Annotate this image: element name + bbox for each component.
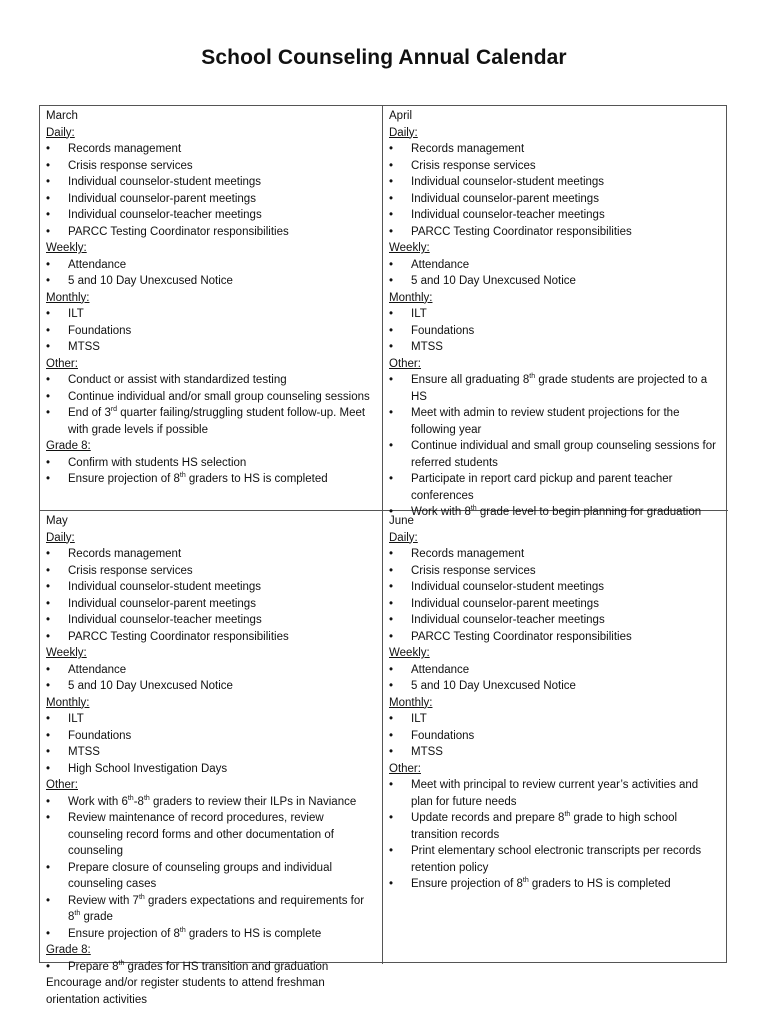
month-heading: May [46, 515, 68, 527]
task-item: • Confirm with students HS selection [46, 455, 376, 472]
section-label: Weekly: [389, 242, 430, 254]
task-item: • PARCC Testing Coordinator responsibilities [389, 629, 722, 646]
task-item: • Update records and prepare 8th grade to high school transition records [389, 810, 722, 843]
task-item: • Ensure projection of 8th graders to HS is complete [46, 926, 376, 943]
task-item: • Individual counselor-teacher meetings [389, 207, 722, 224]
task-list [389, 777, 722, 893]
task-item: • MTSS [46, 744, 376, 761]
task-item: • Review with 7th graders expectations and requirements for 8th grade [46, 893, 376, 926]
task-item: • 5 and 10 Day Unexcused Notice [389, 678, 722, 695]
task-item: • High School Investigation Days [46, 761, 376, 778]
task-item: • Crisis response services [46, 158, 376, 175]
task-item: • Individual counselor-student meetings [46, 579, 376, 596]
task-item: • Attendance [389, 662, 722, 679]
task-item: • Ensure all graduating 8th grade students are projected to a HS [389, 372, 722, 405]
month-heading: April [389, 110, 413, 122]
task-list [46, 662, 376, 695]
task-item: • Conduct or assist with standardized testing [46, 372, 376, 389]
section-label: Monthly: [46, 291, 90, 304]
section-label: Monthly: [389, 291, 433, 304]
task-item: • ILT [46, 711, 376, 728]
section-label: Daily: [46, 531, 75, 544]
page-title: School Counseling Annual Calendar [201, 46, 567, 69]
task-item: • MTSS [389, 339, 722, 356]
task-item: • Individual counselor-teacher meetings [389, 612, 722, 629]
section-label: Grade 8: [46, 944, 91, 956]
task-list [46, 794, 376, 943]
task-item: • Foundations [46, 728, 376, 745]
task-item: • Continue individual and small group counseling sessions for referred students [389, 438, 722, 471]
task-item: • Work with 6th-8th graders to review their ILPs in Naviance [46, 794, 376, 811]
task-item: • ILT [46, 306, 376, 323]
task-list [46, 141, 376, 240]
section-label: Monthly: [46, 696, 90, 709]
task-item: • 5 and 10 Day Unexcused Notice [389, 273, 722, 290]
task-item: • Crisis response services [389, 158, 722, 175]
section-label: Other: [389, 357, 421, 370]
task-item: • Meet with admin to review student projections for the following year [389, 405, 722, 438]
task-item: • Attendance [389, 257, 722, 274]
task-item: • Individual counselor-parent meetings [389, 596, 722, 613]
task-list [389, 546, 722, 645]
task-item: • Ensure projection of 8th graders to HS is completed [46, 471, 376, 488]
task-item: • Individual counselor-student meetings [46, 174, 376, 191]
task-item: • Ensure projection of 8th graders to HS is completed [389, 876, 722, 893]
task-item: • MTSS [46, 339, 376, 356]
task-item: • Review maintenance of record procedures, review counseling record forms and other documentation of counseling [46, 810, 376, 860]
task-item: • ILT [389, 306, 722, 323]
task-item: • Records management [389, 546, 722, 563]
task-list [46, 455, 376, 488]
task-list [389, 306, 722, 356]
task-item: • Individual counselor-parent meetings [46, 191, 376, 208]
task-item: • Crisis response services [46, 563, 376, 580]
task-list [46, 546, 376, 645]
task-list [389, 257, 722, 290]
task-item: • Individual counselor-student meetings [389, 174, 722, 191]
task-item: • Meet with principal to review current year’s activities and plan for future needs [389, 777, 722, 810]
section-label: Weekly: [46, 647, 87, 659]
task-item: • Individual counselor-parent meetings [389, 191, 722, 208]
section-label: Other: [389, 762, 421, 775]
task-item: • 5 and 10 Day Unexcused Notice [46, 273, 376, 290]
task-item: • Foundations [389, 323, 722, 340]
section-label: Grade 8: [46, 440, 91, 452]
section-label: Monthly: [389, 696, 433, 709]
task-item: • Individual counselor-teacher meetings [46, 612, 376, 629]
month-heading: March [46, 110, 78, 122]
task-list [46, 372, 376, 438]
task-item: • Attendance [46, 257, 376, 274]
task-item: • Continue individual and/or small group counseling sessions [46, 389, 376, 406]
task-item: • Print elementary school electronic transcripts per records retention policy [389, 843, 722, 876]
task-item: • Attendance [46, 662, 376, 679]
task-list [46, 257, 376, 290]
section-label: Other: [46, 779, 78, 791]
section-label: Other: [46, 357, 78, 370]
section-label: Daily: [389, 531, 418, 544]
task-item: • ILT [389, 711, 722, 728]
task-item: • Records management [46, 546, 376, 563]
task-item: • End of 3rd quarter failing/struggling student follow-up. Meet with grade levels if possible [46, 405, 376, 438]
section-label: Weekly: [389, 647, 430, 659]
task-item: • Crisis response services [389, 563, 722, 580]
task-item: • Records management [46, 141, 376, 158]
month-cell-may [40, 511, 383, 1006]
task-list [46, 711, 376, 777]
section-label: Weekly: [46, 242, 87, 254]
task-item: • MTSS [389, 744, 722, 761]
section-label: Daily: [46, 126, 75, 139]
closing-note: Encourage and/or register students to attend freshman orientation activities [46, 977, 325, 1006]
task-item: • Records management [389, 141, 722, 158]
task-item: • Individual counselor-parent meetings [46, 596, 376, 613]
task-item: • Foundations [46, 323, 376, 340]
task-item: • PARCC Testing Coordinator responsibilities [389, 224, 722, 241]
task-item: • Foundations [389, 728, 722, 745]
task-list [389, 141, 722, 240]
task-item: • Prepare 8th grades for HS transition and graduation [46, 959, 376, 976]
calendar-table [39, 105, 727, 1006]
month-cell-march [40, 106, 383, 511]
task-item: • 5 and 10 Day Unexcused Notice [46, 678, 376, 695]
task-item: • Individual counselor-student meetings [389, 579, 722, 596]
month-cell-june [383, 511, 728, 964]
month-cell-april [383, 106, 728, 518]
task-item: • Prepare closure of counseling groups and individual counseling cases [46, 860, 376, 893]
month-heading: June [389, 515, 414, 527]
task-list [389, 711, 722, 761]
task-list [46, 306, 376, 356]
task-list [46, 959, 376, 976]
task-list [389, 662, 722, 695]
section-label: Daily: [389, 126, 418, 139]
task-item: • Work with 8th grade level to begin planning for graduation [389, 504, 722, 521]
task-item: • Participate in report card pickup and parent teacher conferences [389, 471, 722, 504]
task-item: • PARCC Testing Coordinator responsibilities [46, 629, 376, 646]
task-list [389, 372, 722, 521]
task-item: • PARCC Testing Coordinator responsibilities [46, 224, 376, 241]
task-item: • Individual counselor-teacher meetings [46, 207, 376, 224]
